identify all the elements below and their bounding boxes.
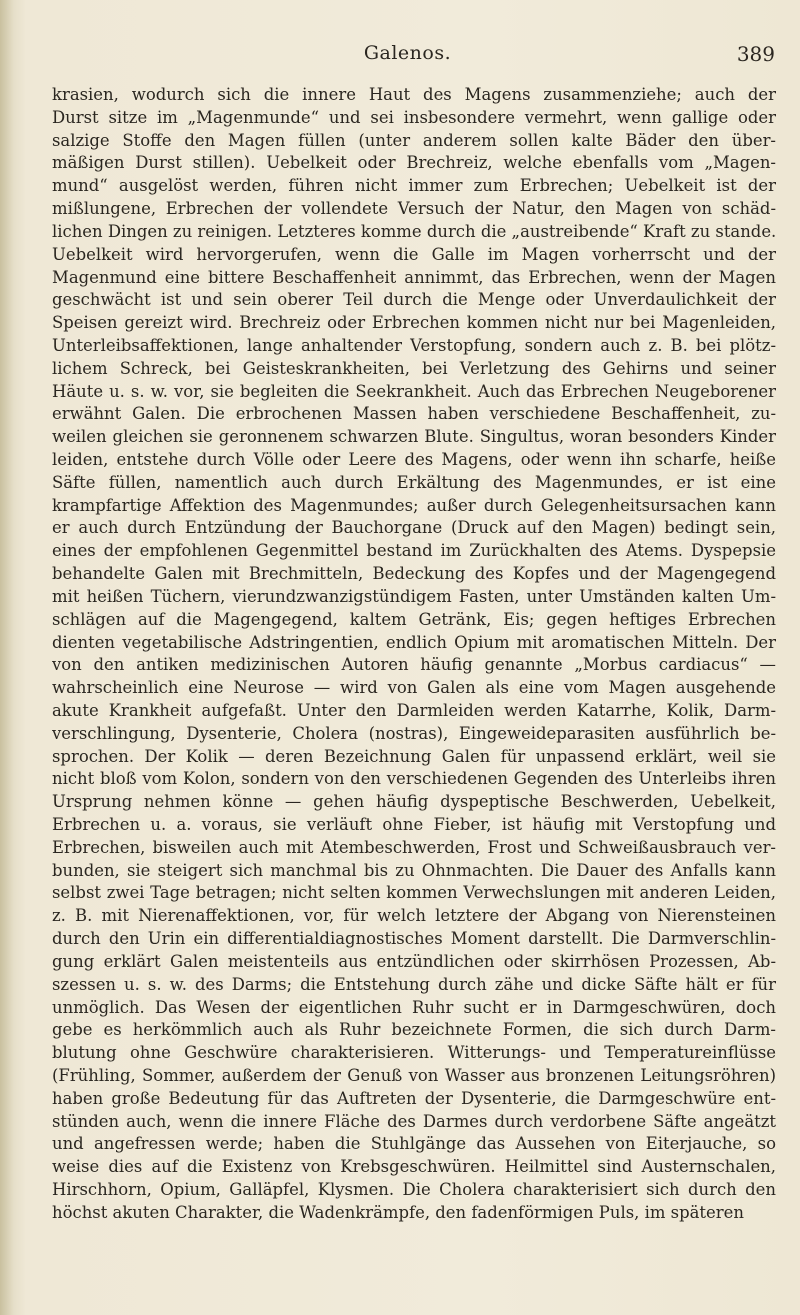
text-line: mit heißen Tüchern, vierundzwanzigstündigem Fasten, unter Umständen kalten Um- [52,586,776,606]
text-line: Ursprung nehmen könne — gehen häufig dyspeptische Beschwerden, Uebelkeit, [52,792,776,812]
text-line: Durst sitze im „Magenmunde“ und sei insbesondere vermehrt, wenn gallige oder [52,107,776,127]
text-line: Erbrechen u. a. voraus, sie verläuft ohne Fieber, ist häufig mit Verstopfung und [52,815,776,834]
page-number: 389 [736,42,775,66]
text-line: eines der empfohlenen Gegenmittel bestand im Zurückhalten des Atems. Dyspepsie [52,541,776,561]
text-line: salzige Stoffe den Magen füllen (unter anderem sollen kalte Bäder den über- [52,130,776,150]
text-line: von den antiken medizinischen Autoren häufig genannte „Morbus cardiacus“ — [52,655,776,675]
text-line: lichem Schreck, bei Geisteskrankheiten, bei Verletzung des Gehirns und seiner [52,358,776,378]
text-line: (Frühling, Sommer, außerdem der Genuß von Wasser aus bronzenen Leitungsröhren) [52,1065,776,1085]
text-line: haben große Bedeutung für das Auftreten der Dysenterie, die Darmgeschwüre ent- [52,1088,776,1108]
text-line: z. B. mit Nierenaffektionen, vor, für welch letztere der Abgang von Nierensteinen [52,906,776,926]
body-text [52,84,776,1225]
running-title: Galenos. [363,42,452,64]
text-line: Magenmund eine bittere Beschaffenheit annimmt, das Erbrechen, wenn der Magen [52,267,776,287]
text-line: und angefressen werde; haben die Stuhlgänge das Aussehen von Eiterjauche, so [52,1134,776,1154]
text-line: Hirschhorn, Opium, Galläpfel, Klysmen. Die Cholera charakterisiert sich durch den [52,1180,776,1199]
text-line: geschwächt ist und sein oberer Teil durch die Menge oder Unverdaulichkeit der [52,290,776,310]
text-line: dienten vegetabilische Adstringentien, endlich Opium mit aromatischen Mitteln. Der [52,632,776,652]
text-line: selbst zwei Tage betragen; nicht selten kommen Verwechslungen mit anderen Leiden, [52,883,776,903]
text-line: blutung ohne Geschwüre charakterisieren. Witterungs- und Temperatureinflüsse [52,1043,776,1063]
text-line: krampfartige Affektion des Magenmundes; außer durch Gelegenheitsursachen kann [52,495,776,515]
page-header [40,42,775,76]
text-line: höchst akuten Charakter, die Wadenkrämpfe, den fadenförmigen Puls, im späteren [52,1202,744,1222]
text-line: mund“ ausgelöst werden, führen nicht immer zum Erbrechen; Uebelkeit ist der [52,176,776,196]
text-line: behandelte Galen mit Brechmitteln, Bedeckung des Kopfes und der Magengegend [52,564,776,584]
text-line: Häute u. s. w. vor, sie begleiten die Seekrankheit. Auch das Erbrechen Neugeborener [52,381,776,401]
text-line: schlägen auf die Magengegend, kaltem Getränk, Eis; gegen heftiges Erbrechen [52,609,776,629]
text-line: Speisen gereizt wird. Brechreiz oder Erbrechen kommen nicht nur bei Magenleiden, [52,313,776,333]
text-line: Unterleibsaffektionen, lange anhaltender Verstopfung, sondern auch z. B. bei plötz- [52,335,776,355]
text-line: Säfte füllen, namentlich auch durch Erkältung des Magenmundes, er ist eine [52,472,776,492]
text-line: weise dies auf die Existenz von Krebsgeschwüren. Heilmittel sind Austernschalen, [52,1157,776,1177]
text-line: verschlingung, Dysenterie, Cholera (nostras), Eingeweideparasiten ausführlich be- [52,723,776,743]
text-line: gung erklärt Galen meistenteils aus entzündlichen oder skirrhösen Prozessen, Ab- [52,951,776,971]
text-line: sprochen. Der Kolik — deren Bezeichnung Galen für unpassend erklärt, weil sie [52,746,776,766]
text-line: leiden, entstehe durch Völle oder Leere des Magens, oder wenn ihn scharfe, heiße [52,450,776,469]
text-line: mißlungene, Erbrechen der vollendete Versuch der Natur, den Magen von schäd- [52,199,776,219]
text-line: Erbrechen, bisweilen auch mit Atembeschwerden, Frost und Schweißausbrauch ver- [52,837,776,857]
text-line: bunden, sie steigert sich manchmal bis zu Ohnmachten. Die Dauer des Anfalls kann [52,860,776,880]
text-line: krasien, wodurch sich die innere Haut des Magens zusammenziehe; auch der [52,85,776,104]
text-line: wahrscheinlich eine Neurose — wird von Galen als eine vom Magen ausgehende [52,678,776,698]
text-line: durch den Urin ein differentialdiagnostisches Moment darstellt. Die Darmverschlin- [52,929,776,949]
text-line: erwähnt Galen. Die erbrochenen Massen haben verschiedene Beschaffenheit, zu- [52,404,776,424]
text-line: nicht bloß vom Kolon, sondern von den verschiedenen Gegenden des Unterleibs ihren [52,769,776,789]
text-line: gebe es herkömmlich auch als Ruhr bezeichnete Formen, die sich durch Darm- [52,1020,776,1040]
text-line: szessen u. s. w. des Darms; die Entstehung durch zähe und dicke Säfte hält er für [52,974,776,994]
text-line: lichen Dingen zu reinigen. Letzteres komme durch die „austreibende“ Kraft zu stande. [52,221,776,241]
text-line: er auch durch Entzündung der Bauchorgane (Druck auf den Magen) bedingt sein, [52,518,776,538]
text-line: stünden auch, wenn die innere Fläche des Darmes durch verdorbene Säfte angeätzt [52,1111,776,1131]
text-line: akute Krankheit aufgefaßt. Unter den Darmleiden werden Katarrhe, Kolik, Darm- [52,700,776,720]
text-line: weilen gleichen sie geronnenem schwarzen Blute. Singultus, woran besonders Kinder [52,427,776,447]
text-line: mäßigen Durst stillen). Uebelkeit oder Brechreiz, welche ebenfalls vom „Magen- [52,153,776,173]
text-line: Uebelkeit wird hervorgerufen, wenn die Galle im Magen vorherrscht und der [52,244,776,264]
text-line: unmöglich. Das Wesen der eigentlichen Ruhr sucht er in Darmgeschwüren, doch [52,997,776,1017]
